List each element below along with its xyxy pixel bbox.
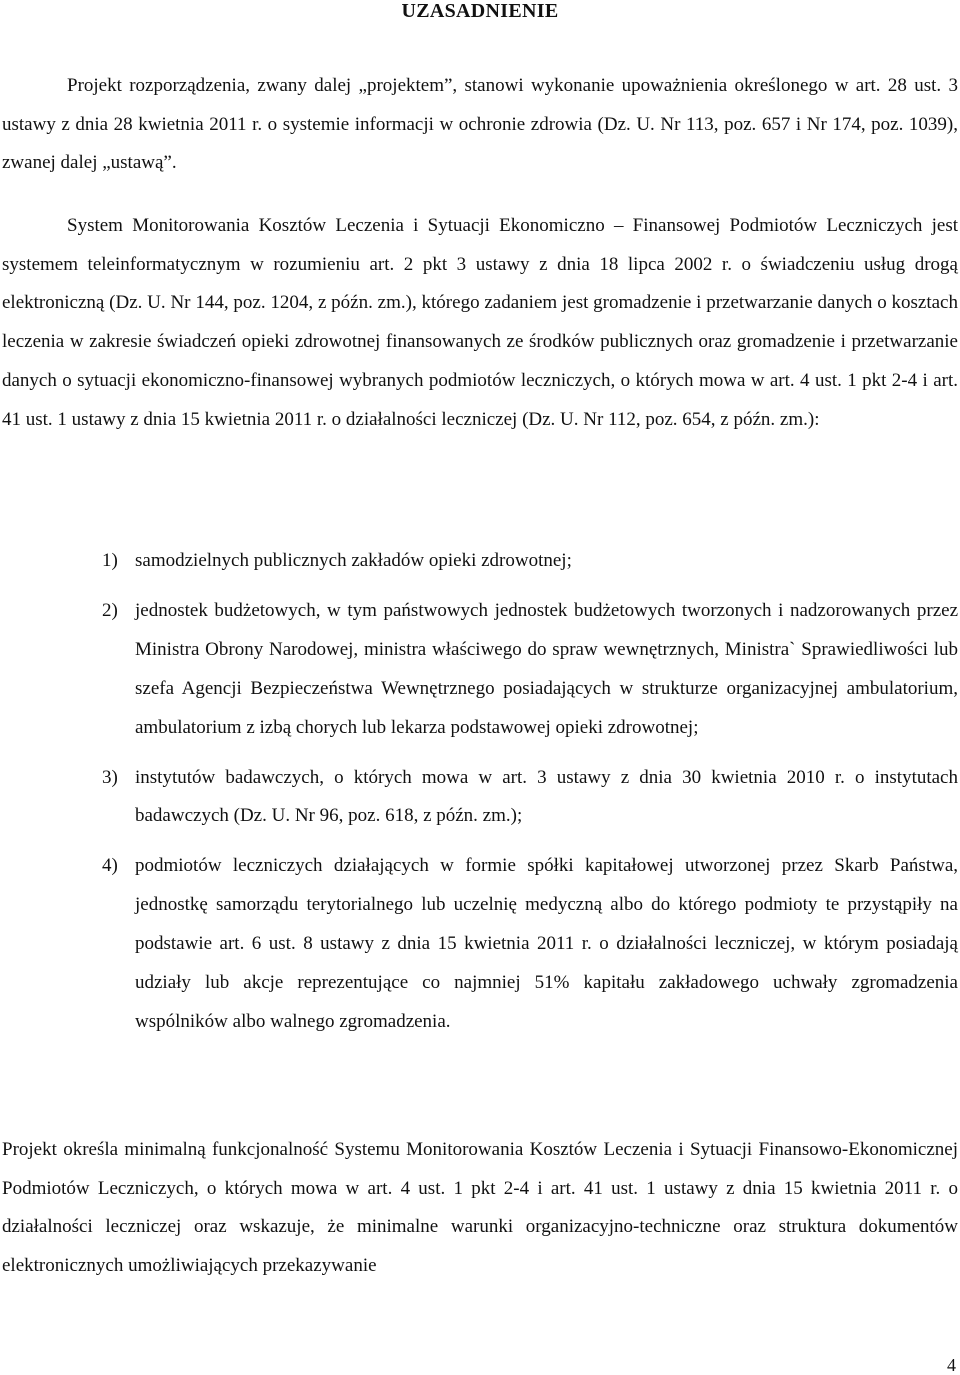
list-item-text: instytutów badawczych, o których mowa w art. 3 ustawy z dnia 30 kwietnia 2010 r. o instytutach badawczych (Dz. U. Nr 96, poz. 618, z późn. zm.);: [135, 766, 958, 827]
intro-paragraph: Projekt rozporządzenia, zwany dalej „projektem”, stanowi wykonanie upoważnienia określonego w art. 28 ust. 3 ustawy z dnia 28 kwietnia 2011 r. o systemie informacji w ochronie zdrowia (Dz. U. Nr 113, poz. 657 i Nr 174, poz. 1039), zwanej dalej „ustawą”.: [2, 75, 958, 174]
list-item-number: 1): [102, 550, 118, 571]
list-item-number: 2): [102, 599, 118, 621]
list-item-number: 4): [102, 855, 118, 877]
list-item-text: samodzielnych publicznych zakładów opieki zdrowotnej;: [135, 550, 572, 571]
document-title: UZASADNIENIE: [401, 0, 559, 22]
entity-list: [102, 542, 958, 1042]
closing-paragraph: Projekt określa minimalną funkcjonalność Systemu Monitorowania Kosztów Leczenia i Sytuacji Finansowo-Ekonomicznej Podmiotów Leczniczych, o których mowa w art. 4 ust. 1 pkt 2-4 i art. 41 ust. 1 ustawy z dnia 15 kwietnia 2011 r. o działalności leczniczej oraz wskazuje, że minimalne warunki organizacyjno-techniczne oraz struktura dokumentów elektronicznych umożliwiających przekazywanie: [2, 1139, 958, 1277]
list-item: [102, 847, 958, 1042]
list-item-text: jednostek budżetowych, w tym państwowych jednostek budżetowych tworzonych i nadzorowanych przez Ministra Obrony Narodowej, ministra właściwego do spraw wewnętrznych, Ministra` Sprawiedliwości lub szefa Agencji Bezpieczeństwa Wewnętrznego posiadających w strukturze organizacyjnej ambulatorium, ambulatorium z izbą chorych lub lekarza podstawowej opieki zdrowotnej;: [135, 599, 958, 738]
page-number: 4: [947, 1355, 956, 1375]
list-item: [102, 592, 958, 748]
list-item: [102, 542, 958, 581]
list-item: [102, 759, 958, 837]
system-description-paragraph: System Monitorowania Kosztów Leczenia i Sytuacji Ekonomiczno – Finansowej Podmiotów Leczniczych jest systemem teleinformatycznym w rozumieniu art. 2 pkt 3 ustawy z dnia 18 lipca 2002 r. o świadczeniu usług drogą elektroniczną (Dz. U. Nr 144, poz. 1204, z późn. zm.), którego zadaniem jest gromadzenie i przetwarzanie danych o kosztach leczenia w zakresie świadczeń opieki zdrowotnej finansowanych ze środków publicznych oraz gromadzenie i przetwarzanie danych o sytuacji ekonomiczno-finansowej wybranych podmiotów leczniczych, o których mowa w art. 4 ust. 1 pkt 2-4 i art. 41 ust. 1 ustawy z dnia 15 kwietnia 2011 r. o działalności leczniczej (Dz. U. Nr 112, poz. 654, z późn. zm.):: [2, 215, 958, 430]
list-item-text: podmiotów leczniczych działających w formie spółki kapitałowej utworzonej przez Skarb Państwa, jednostkę samorządu terytorialnego lub uczelnię medyczną albo do którego podmioty te przystąpiły na podstawie art. 6 ust. 8 ustawy z dnia 15 kwietnia 2011 r. o działalności leczniczej, w którym posiadają udziały lub akcje reprezentujące co najmniej 51% kapitału zakładowego uchwały zgromadzenia wspólników albo walnego zgromadzenia.: [135, 855, 958, 1032]
list-item-number: 3): [102, 766, 118, 788]
